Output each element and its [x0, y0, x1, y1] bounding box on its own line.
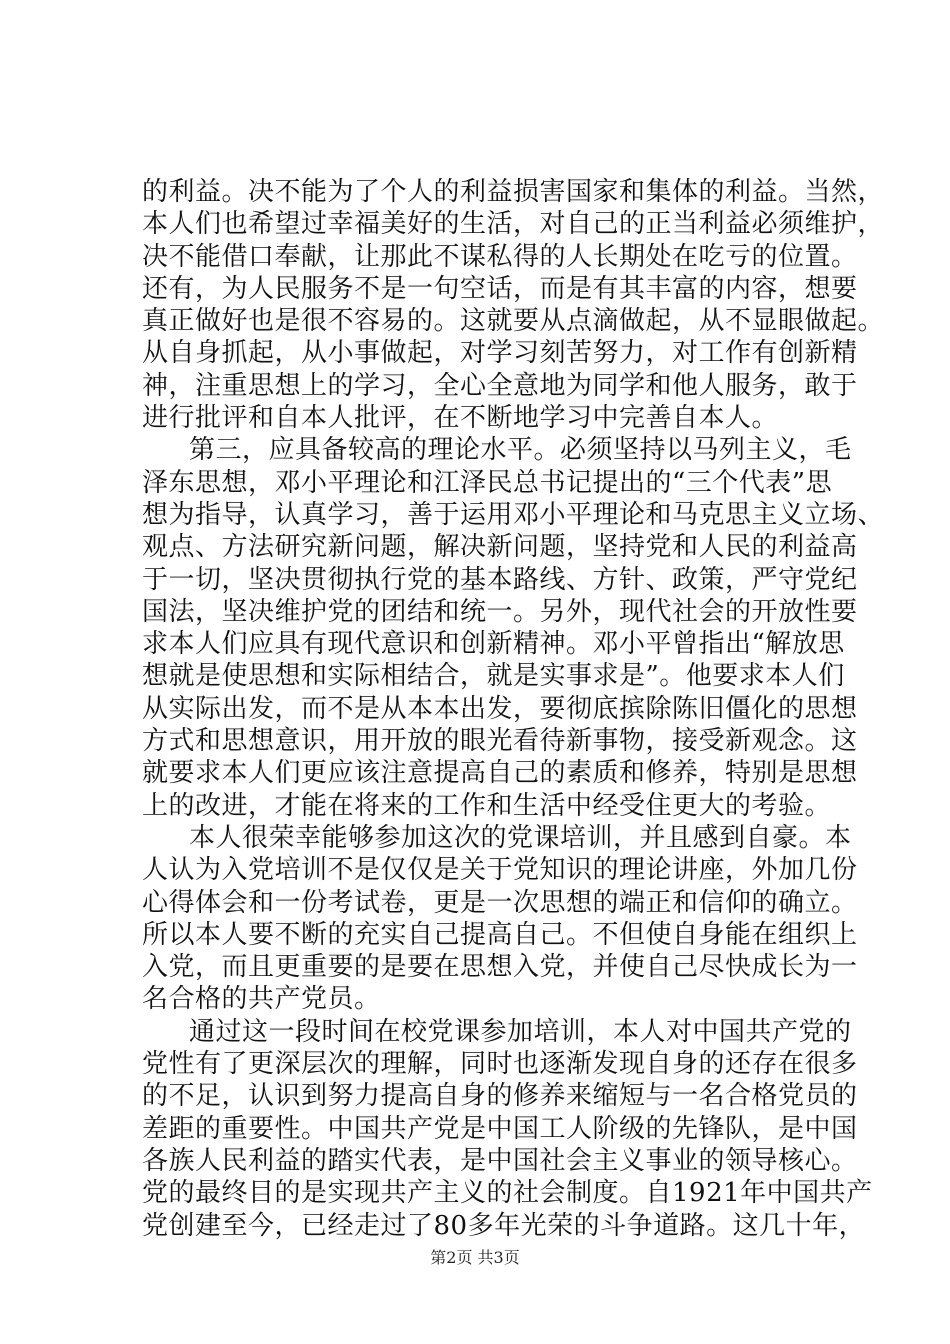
- paragraph-start-line: 第三，应具备较高的理论水平。必须坚持以马列主义，毛: [189, 435, 852, 466]
- text-line: 人认为入党培训不是仅仅是关于党知识的理论讲座，外加几份: [142, 855, 858, 886]
- text-line: 决不能借口奉献，让那此不谋私得的人长期处在吃亏的位置。: [142, 241, 858, 272]
- text-line: 所以本人要不断的充实自己提高自己。不但使自身能在组织上: [142, 919, 858, 950]
- text-line: 求本人们应具有现代意识和创新精神。邓小平曾指出“解放思: [142, 629, 845, 660]
- text-line: 于一切，坚决贯彻执行党的基本路线、方针、政策，严守党纪: [142, 564, 858, 595]
- text-line: 国法，坚决维护党的团结和统一。另外，现代社会的开放性要: [142, 596, 858, 627]
- text-line: 神，注重思想上的学习，全心全意地为同学和他人服务，敢于: [142, 370, 858, 401]
- paragraph-start-line: 通过这一段时间在校党课参加培训，本人对中国共产党的: [189, 1016, 852, 1047]
- text-line: 各族人民利益的踏实代表，是中国社会主义事业的领导核心。: [142, 1145, 858, 1176]
- text-line: 上的改进，才能在将来的工作和生活中经受住更大的考验。: [142, 790, 832, 821]
- text-line: 从自身抓起，从小事做起，对学习刻苦努力，对工作有创新精: [142, 338, 858, 369]
- text-line: 的不足，认识到努力提高自身的修养来缩短与一名合格党员的: [142, 1081, 858, 1112]
- text-line: 的利益。决不能为了个人的利益损害国家和集体的利益。当然，: [142, 177, 885, 207]
- text-line: 差距的重要性。中国共产党是中国工人阶级的先锋队，是中国: [142, 1113, 858, 1144]
- text-line: 泽东思想，邓小平理论和江泽民总书记提出的“三个代表”思: [142, 467, 833, 498]
- page-number-footer: 第2页 共3页: [430, 1248, 520, 1267]
- text-line: 方式和思想意识，用开放的眼光看待新事物，接受新观念。这: [142, 726, 858, 757]
- text-line: 党性有了更深层次的理解，同时也逐渐发现自身的还存在很多: [142, 1049, 858, 1080]
- text-line: 入党，而且更重要的是要在思想入党，并使自己尽快成长为一: [142, 952, 858, 983]
- paragraph-start-line: 本人很荣幸能够参加这次的党课培训，并且感到自豪。本: [189, 822, 852, 853]
- text-line: 党创建至今，已经走过了80多年光荣的斗争道路。这几十年，: [142, 1210, 866, 1241]
- text-line: 观点、方法研究新问题，解决新问题，坚持党和人民的利益高: [142, 532, 858, 563]
- text-line: 就要求本人们更应该注意提高自己的素质和修养，特别是思想: [142, 758, 858, 789]
- text-line: 进行批评和自本人批评，在不断地学习中完善自本人。: [142, 403, 779, 434]
- text-line: 从实际出发，而不是从本本出发，要彻底摈除陈旧僵化的思想: [142, 693, 858, 724]
- text-line: 想为指导，认真学习，善于运用邓小平理论和马克思主义立场、: [142, 499, 885, 530]
- text-line: 真正做好也是很不容易的。这就要从点滴做起，从不显眼做起。: [142, 306, 885, 337]
- text-line: 还有，为人民服务不是一句空话，而是有其丰富的内容，想要: [142, 273, 858, 304]
- text-line: 心得体会和一份考试卷，更是一次思想的端正和信仰的确立。: [142, 887, 858, 918]
- text-line: 名合格的共产党员。: [142, 984, 381, 1015]
- text-line: 想就是使思想和实际相结合，就是实事求是”。他要求本人们: [142, 661, 845, 692]
- text-line: 本人们也希望过幸福美好的生活，对自己的正当利益必须维护，: [142, 209, 885, 240]
- text-line: 党的最终目的是实现共产主义的社会制度。自1921年中国共产: [142, 1178, 873, 1209]
- body-text: [142, 176, 885, 1242]
